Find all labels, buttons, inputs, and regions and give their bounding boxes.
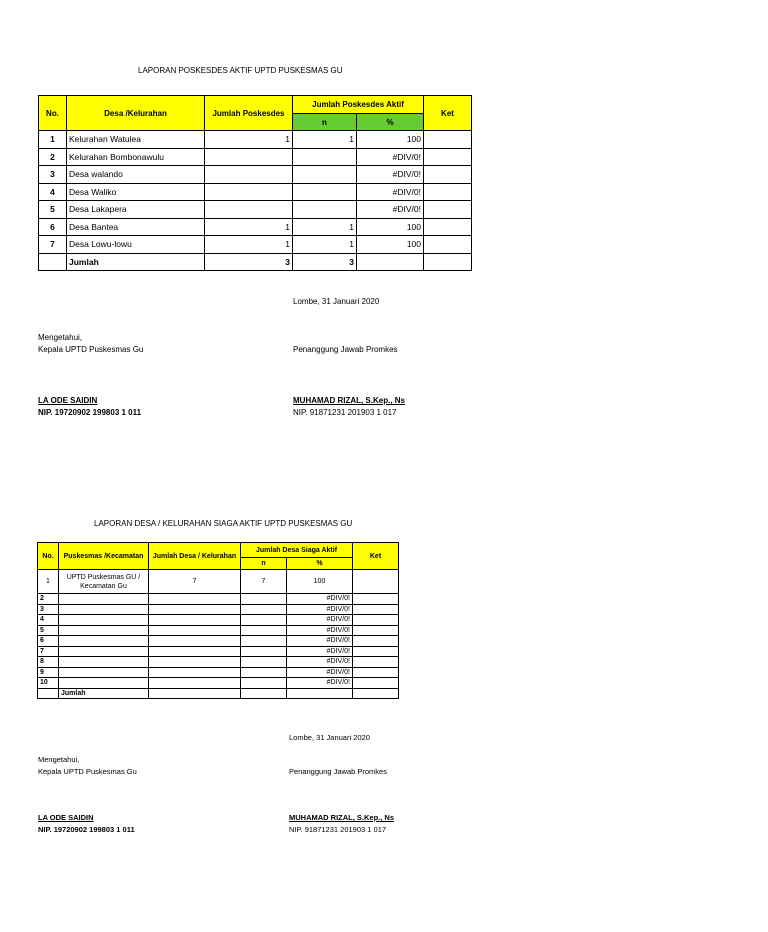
table-row xyxy=(38,646,399,657)
header-jumlah: Jumlah Poskesdes xyxy=(205,96,293,131)
row-pct: 100 xyxy=(357,236,424,254)
row-pct: #DIV/0! xyxy=(287,657,353,668)
row-desa: Desa Lakapera xyxy=(67,201,205,219)
table-row xyxy=(38,604,399,615)
row-pct: 100 xyxy=(357,218,424,236)
row-jumlah: 1 xyxy=(205,236,293,254)
header-ket: Ket xyxy=(424,96,472,131)
row-pct: #DIV/0! xyxy=(357,183,424,201)
row-no: 8 xyxy=(38,657,59,668)
row-no: 3 xyxy=(39,166,67,184)
table-row xyxy=(39,201,472,219)
row-ket xyxy=(424,201,472,219)
header2-no: No. xyxy=(38,543,59,570)
table-row xyxy=(39,166,472,184)
row-pct: #DIV/0! xyxy=(287,678,353,689)
report2-title: LAPORAN DESA / KELURAHAN SIAGA AKTIF UPTD PUSKESMAS GU xyxy=(94,519,353,528)
row-no: 9 xyxy=(38,667,59,678)
table-row xyxy=(38,678,399,689)
report1-left-role: Kepala UPTD Puskesmas Gu xyxy=(38,345,144,354)
poskesdes-table xyxy=(38,95,472,271)
row-desa: Desa walando xyxy=(67,166,205,184)
pusk-line2: Kecamatan Gu xyxy=(80,582,127,590)
report2-mengetahui: Mengetahui, xyxy=(38,755,80,764)
report1-mengetahui: Mengetahui, xyxy=(38,333,83,342)
total-n: 3 xyxy=(293,253,357,271)
table-row xyxy=(39,236,472,254)
report2-left-nip: NIP. 19720902 199803 1 011 xyxy=(38,825,135,834)
row-ket xyxy=(424,131,472,149)
row-no: 7 xyxy=(38,646,59,657)
header-pct: % xyxy=(357,114,424,131)
total-row xyxy=(39,253,472,271)
table-row xyxy=(39,148,472,166)
desa-siaga-table xyxy=(37,542,399,699)
report2-left-name: LA ODE SAIDIN xyxy=(38,813,94,822)
row-pct: #DIV/0! xyxy=(287,636,353,647)
table-row xyxy=(38,667,399,678)
row-n xyxy=(293,201,357,219)
row-n: 1 xyxy=(293,218,357,236)
row-jumlah xyxy=(205,201,293,219)
header2-pct: % xyxy=(287,558,353,570)
table-row xyxy=(39,183,472,201)
row-jumlah: 1 xyxy=(205,218,293,236)
header2-ket: Ket xyxy=(353,543,399,570)
row-jumlah xyxy=(205,148,293,166)
report1-right-role: Penanggung Jawab Promkes xyxy=(293,345,398,354)
row-ket xyxy=(424,183,472,201)
row-no: 3 xyxy=(38,604,59,615)
report1-date: Lombe, 31 Januari 2020 xyxy=(293,297,380,306)
report1-title: LAPORAN POSKESDES AKTIF UPTD PUSKESMAS GU xyxy=(138,66,343,75)
header-desa: Desa /Kelurahan xyxy=(67,96,205,131)
table-row xyxy=(39,131,472,149)
table-row: 1 UPTD Puskesmas GU / Kecamatan Gu 7 7 100 xyxy=(38,570,399,594)
row-pct: #DIV/0! xyxy=(287,646,353,657)
pusk-line1: UPTD Puskesmas GU / xyxy=(66,573,141,581)
row-pct: #DIV/0! xyxy=(287,604,353,615)
row-n xyxy=(293,148,357,166)
row-desa: Kelurahan Bombonawulu xyxy=(67,148,205,166)
header-aktif: Jumlah Poskesdes Aktif xyxy=(293,96,424,114)
report1-right-nip: NIP. 91871231 201903 1 017 xyxy=(293,408,397,417)
header2-jumlah: Jumlah Desa / Kelurahan xyxy=(149,543,241,570)
row-pct: #DIV/0! xyxy=(357,148,424,166)
row-n xyxy=(293,183,357,201)
row-pct: #DIV/0! xyxy=(287,667,353,678)
row-pct: #DIV/0! xyxy=(357,166,424,184)
row-ket xyxy=(424,218,472,236)
row-no: 1 xyxy=(39,131,67,149)
row-pct: #DIV/0! xyxy=(357,201,424,219)
row-n: 1 xyxy=(293,131,357,149)
row-n xyxy=(293,166,357,184)
total-label: Jumlah xyxy=(59,688,149,699)
row-jumlah: 1 xyxy=(205,131,293,149)
row-jumlah xyxy=(205,166,293,184)
header-n: n xyxy=(293,114,357,131)
row-no: 5 xyxy=(38,625,59,636)
row-pct: #DIV/0! xyxy=(287,625,353,636)
header2-n: n xyxy=(241,558,287,570)
total-jumlah: 3 xyxy=(205,253,293,271)
row-no: 6 xyxy=(38,636,59,647)
report2-right-name: MUHAMAD RIZAL, S.Kep., Ns xyxy=(289,813,394,822)
row-no: 6 xyxy=(39,218,67,236)
report1-left-nip: NIP. 19720902 199803 1 011 xyxy=(38,408,142,417)
report2-right-role: Penanggung Jawab Promkes xyxy=(289,767,387,776)
row-ket xyxy=(424,236,472,254)
row-pct: 100 xyxy=(357,131,424,149)
row-pct: #DIV/0! xyxy=(287,594,353,605)
table-row xyxy=(38,594,399,605)
row-no: 4 xyxy=(38,615,59,626)
row-desa: Desa Waliko xyxy=(67,183,205,201)
total-label: Jumlah xyxy=(67,253,205,271)
row-no: 10 xyxy=(38,678,59,689)
table-row xyxy=(38,625,399,636)
header2-pusk: Puskesmas /Kecamatan xyxy=(59,543,149,570)
header2-aktif: Jumlah Desa Siaga Aktif xyxy=(241,543,353,558)
row-no: 7 xyxy=(39,236,67,254)
report2-left-role: Kepala UPTD Puskesmas Gu xyxy=(38,767,137,776)
row-no: 2 xyxy=(39,148,67,166)
table-row xyxy=(38,615,399,626)
row-no: 5 xyxy=(39,201,67,219)
table-row xyxy=(38,636,399,647)
table-row xyxy=(38,657,399,668)
row-ket xyxy=(424,166,472,184)
row-no: 2 xyxy=(38,594,59,605)
row-no: 4 xyxy=(39,183,67,201)
row-desa: Desa Lowu-lowu xyxy=(67,236,205,254)
table-row xyxy=(39,218,472,236)
row-ket xyxy=(424,148,472,166)
report1-left-name: LA ODE SAIDIN xyxy=(38,396,98,405)
report2-right-nip: NIP. 91871231 201903 1 017 xyxy=(289,825,387,834)
row-desa: Desa Bantea xyxy=(67,218,205,236)
row-n: 1 xyxy=(293,236,357,254)
header-no: No. xyxy=(39,96,67,131)
row-jumlah xyxy=(205,183,293,201)
report2-date: Lombe, 31 Januari 2020 xyxy=(289,733,370,742)
row-desa: Kelurahan Watulea xyxy=(67,131,205,149)
total-row xyxy=(38,688,399,699)
report1-right-name: MUHAMAD RIZAL, S.Kep., Ns xyxy=(293,396,405,405)
row-pct: #DIV/0! xyxy=(287,615,353,626)
